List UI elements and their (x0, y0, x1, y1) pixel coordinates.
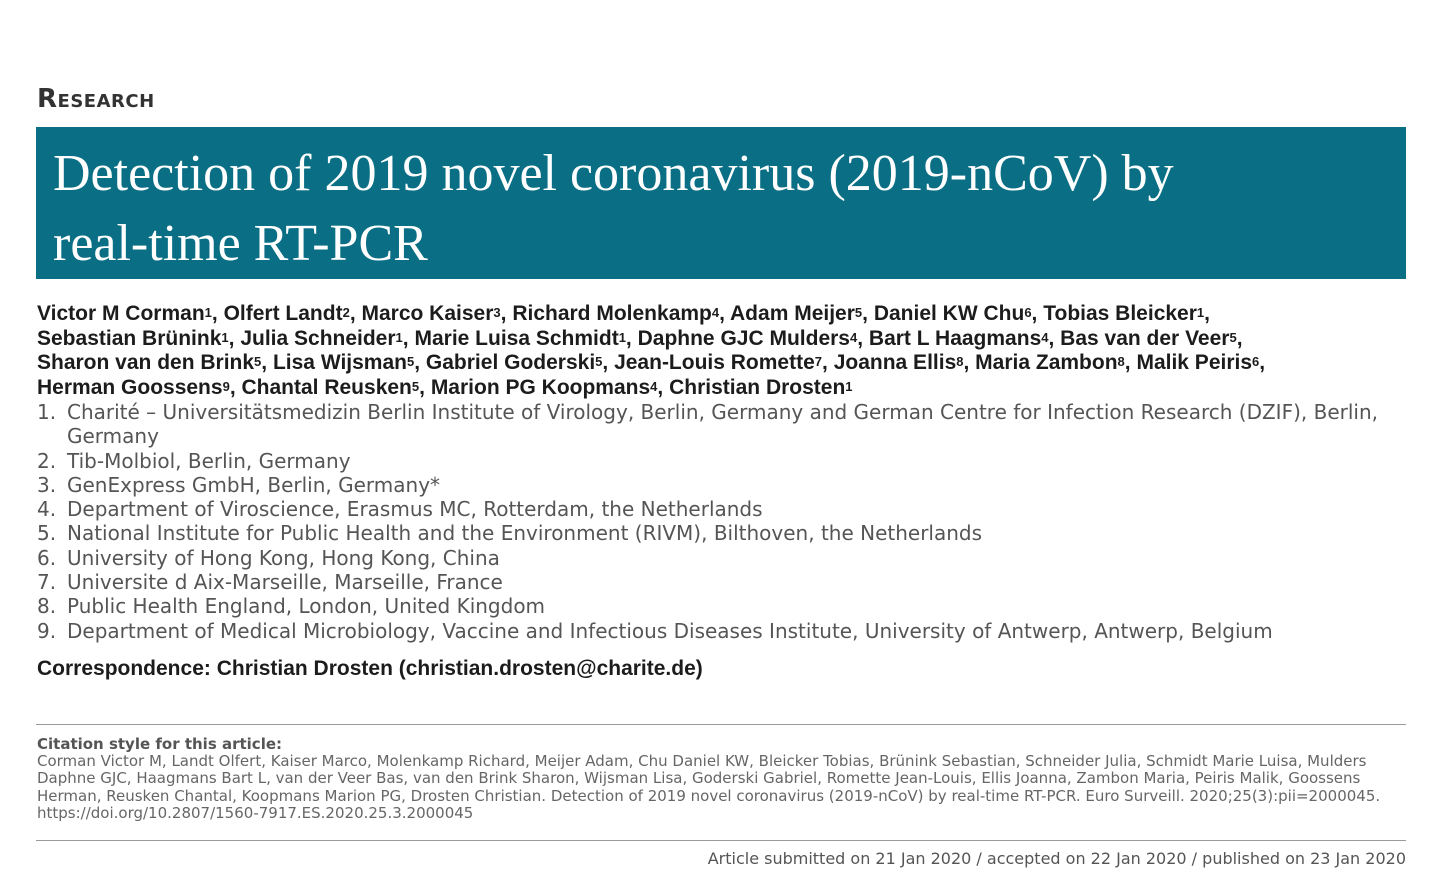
author-name: Sebastian Brünink (37, 326, 222, 350)
affiliation-item (37, 546, 1417, 570)
author: Herman Goossens$^9$, (37, 375, 236, 399)
author: Marion PG Koopmans$^4$, (430, 375, 664, 399)
author: Bas van der Veer$^5$, (1060, 326, 1243, 350)
author-affiliation-ref: 6 (1252, 354, 1260, 369)
author-name: Daphne GJC Mulders (637, 326, 850, 350)
author-name: Sharon van den Brink (37, 351, 255, 374)
author-name: Marion PG Koopmans (430, 375, 651, 399)
author: Olfert Landt$^2$, (223, 302, 356, 325)
affiliation-item (37, 497, 1417, 521)
affiliation-item (37, 400, 1417, 449)
author-name: Herman Goossens (37, 375, 223, 399)
author: Richard Molenkamp$^4$, (512, 302, 725, 325)
author-name: Maria Zambon (975, 351, 1118, 374)
author-name: Bart L Haagmans (868, 326, 1042, 350)
author-name: Joanna Ellis (833, 351, 957, 374)
author-name: Gabriel Goderski (425, 351, 596, 374)
author: Bart L Haagmans$^4$, (868, 326, 1055, 350)
affiliation-number: 1. (37, 400, 57, 424)
affiliation-item (37, 449, 1417, 473)
author-affiliation-ref: 5 (1229, 329, 1237, 345)
author: Julia Schneider$^1$, (240, 326, 409, 350)
affiliation-number: 4. (37, 497, 57, 522)
affiliation-text: GenExpress GmbH, Berlin, Germany* (67, 472, 441, 497)
affiliation-text: Tib-Molbiol, Berlin, Germany (67, 448, 351, 473)
author-affiliation-ref: 5 (411, 378, 420, 394)
author-affiliation-ref: 8 (1117, 354, 1125, 369)
author-affiliation-ref: 1 (221, 329, 229, 345)
affiliation-item (37, 473, 1417, 497)
author-affiliation-ref: 1 (845, 378, 853, 394)
author-affiliation-ref: 8 (956, 354, 964, 369)
affiliation-number: 8. (37, 594, 57, 619)
divider-top (36, 724, 1406, 725)
affiliation-number: 5. (37, 521, 57, 546)
affiliation-number: 3. (37, 472, 57, 497)
author-affiliation-ref: 5 (407, 354, 415, 369)
author-name: Malik Peiris (1136, 351, 1253, 374)
affiliation-text: Universite d Aix-Marseille, Marseille, France (67, 570, 503, 595)
author-affiliation-ref: 6 (1024, 305, 1032, 320)
title-line-1: Detection of 2019 novel coronavirus (2019-nCoV) by (53, 145, 1174, 202)
article-title (53, 139, 1388, 279)
author: Maria Zambon$^8$, (975, 351, 1131, 374)
article-dates: Article submitted on 21 Jan 2020 / accepted on 22 Jan 2020 / published on 23 Jan 2020 (707, 849, 1406, 868)
author-name: Chantal Reusken (241, 375, 412, 399)
author-name: Adam Meijer (730, 302, 855, 325)
author-affiliation-ref: 3 (493, 305, 501, 320)
author-name: Julia Schneider (240, 326, 396, 350)
author: Lisa Wijsman$^5$, (272, 351, 421, 374)
author-affiliation-ref: 4 (849, 329, 858, 345)
author: Malik Peiris$^6$, (1136, 351, 1266, 374)
author-affiliation-ref: 2 (342, 305, 350, 320)
author: Marco Kaiser$^3$, (361, 302, 507, 325)
author-name: Marie Luisa Schmidt (414, 326, 619, 350)
author: Tobias Bleicker$^1$, (1043, 302, 1210, 325)
author-name: Daniel KW Chu (873, 302, 1025, 325)
author-name: Richard Molenkamp (512, 302, 712, 325)
section-label: Research (37, 84, 155, 114)
author-affiliation-ref: 7 (814, 354, 823, 369)
author-affiliation-ref: 5 (254, 354, 262, 369)
author-affiliation-ref: 4 (650, 378, 658, 394)
author: Marie Luisa Schmidt$^1$, (414, 326, 632, 350)
author: Sharon van den Brink$^5$, (37, 351, 268, 374)
author-affiliation-ref: 1 (395, 329, 403, 345)
affiliation-number: 2. (37, 448, 57, 473)
author (669, 376, 852, 399)
affiliation-text: Department of Medical Microbiology, Vaccine and Infectious Diseases Institute, University of Antwerp, Antwerp, Belgium (67, 618, 1273, 643)
affiliation-number: 7. (37, 570, 57, 595)
title-banner (36, 127, 1406, 279)
author-name: Christian Drosten (669, 375, 846, 399)
affiliation-text: National Institute for Public Health and the Environment (RIVM), Bilthoven, the Netherlands (67, 521, 983, 546)
author: Daphne GJC Mulders$^4$, (637, 326, 864, 350)
author-name: Tobias Bleicker (1043, 302, 1197, 325)
affiliation-item (37, 570, 1417, 594)
author-affiliation-ref: 1 (1196, 305, 1205, 320)
affiliation-number: 9. (37, 618, 57, 643)
author-affiliation-ref: 4 (711, 305, 720, 320)
author: Daniel KW Chu$^6$, (873, 302, 1038, 325)
author-name: Marco Kaiser (361, 302, 494, 325)
divider-bottom (36, 840, 1406, 841)
author-affiliation-ref: 1 (618, 329, 626, 345)
affiliation-number: 6. (37, 545, 57, 570)
correspondence: Correspondence: Christian Drosten (christian.drosten@charite.de) (37, 657, 703, 680)
author-name: Bas van der Veer (1060, 326, 1230, 350)
affiliation-item (37, 521, 1417, 545)
author-name: Jean-Louis Romette (614, 351, 815, 374)
author: Joanna Ellis$^8$, (833, 351, 970, 374)
author: Victor M Corman$^1$, (37, 302, 218, 325)
affiliation-item (37, 594, 1417, 618)
affiliation-list (37, 400, 1417, 643)
citation-heading: Citation style for this article: (37, 735, 283, 753)
affiliation-text: Public Health England, London, United Kingdom (67, 594, 546, 619)
affiliation-text: Charité – Universitätsmedizin Berlin Institute of Virology, Berlin, Germany and German Centre for Infection Research (DZIF), Berlin, Germany (67, 400, 1378, 449)
affiliation-item (37, 619, 1417, 643)
title-line-2: real-time RT-PCR (53, 215, 428, 272)
author-name: Olfert Landt (223, 302, 343, 325)
author-name: Victor M Corman (37, 302, 205, 325)
citation-block (37, 736, 1409, 822)
author-affiliation-ref: 9 (222, 378, 230, 394)
author: Sebastian Brünink$^1$, (37, 326, 235, 350)
citation-text: Corman Victor M, Landt Olfert, Kaiser Marco, Molenkamp Richard, Meijer Adam, Chu Daniel KW, Bleicker Tobias, Brünink Sebastian, Schneider Julia, Schmidt Marie Luisa, Mulders Daphne GJC, Haagmans Bart L, van der Veer Bas, van den Brink Sharon, Wijsman Lisa, Goderski Gabriel, Romette Jean-Louis, Ellis Joanna, Zambon Maria, Peiris Malik, Goossens Herman, Reusken Chantal, Koopmans Marion PG, Drosten Christian. Detection of 2019 novel coronavirus (2019-nCoV) by real-time RT-PCR. Euro Surveill. 2020;25(3):pii=2000045. https://doi.org/10.2807/1560-7917.ES.2020.25.3.2000045 (37, 752, 1381, 822)
affiliation-text: Department of Viroscience, Erasmus MC, Rotterdam, the Netherlands (67, 497, 763, 522)
author-name: Lisa Wijsman (272, 351, 407, 374)
author: Gabriel Goderski$^5$, (425, 351, 609, 374)
author-affiliation-ref: 4 (1041, 329, 1049, 345)
author: Adam Meijer$^5$, (730, 302, 868, 325)
author: Jean-Louis Romette$^7$, (614, 351, 828, 374)
author-affiliation-ref: 5 (854, 305, 863, 320)
author-affiliation-ref: 5 (595, 354, 603, 369)
author-affiliation-ref: 1 (204, 305, 212, 320)
affiliation-text: University of Hong Kong, Hong Kong, China (67, 545, 500, 570)
author: Chantal Reusken$^5$, (241, 375, 425, 399)
author-list (37, 302, 1409, 400)
